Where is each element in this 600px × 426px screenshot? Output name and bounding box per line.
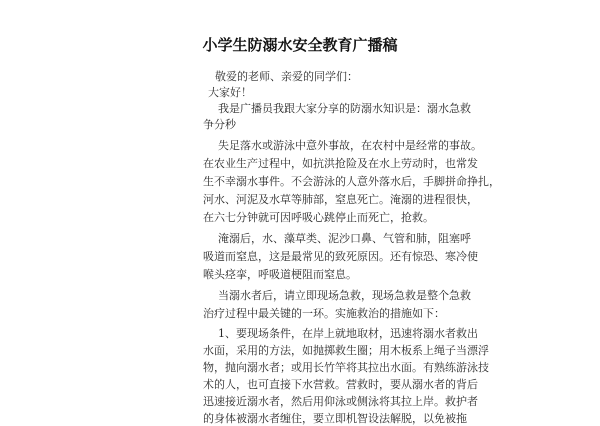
paragraph-line: 1、要现场条件，在岸上就地取材，迅速将溺水者救出 — [218, 327, 478, 340]
paragraph-line: 河水、河泥及水草等肺部，窒息死亡。淹溺的进程很快， — [203, 193, 478, 206]
paragraph-line: 迅速接近溺水者，然后用仰泳或侧泳将其拉上岸。救护者 — [203, 395, 478, 408]
salutation-line: 敬爱的老师、亲爱的同学们： — [215, 70, 358, 83]
paragraph-line: 我是广播员我跟大家分享的防溺水知识是：溺水急救 — [218, 102, 471, 115]
greeting-line: 大家好！ — [208, 86, 252, 99]
paragraph-line: 治疗过程中最关键的一环。实施救治的措施如下： — [203, 307, 445, 320]
paragraph-line: 淹溺后，水、藻草类、泥沙口鼻、气管和肺，阻塞呼 — [218, 232, 471, 245]
paragraph-line: 生不幸溺水事件。不会游泳的人意外落水后，手脚拼命挣扎， — [203, 175, 500, 188]
paragraph-line: 的身体被溺水者缠住，要立即机智设法解脱，以免被拖 — [203, 412, 467, 425]
paragraph-line: 失足落水或游泳中意外事故，在农村中是经常的事故。 — [218, 139, 482, 152]
paragraph-line: 在六七分钟就可因呼吸心跳停止而死亡，抢救。 — [203, 211, 434, 224]
page-title: 小学生防溺水安全教育广播稿 — [202, 36, 398, 54]
paragraph-line: 争分秒 — [203, 118, 236, 131]
paragraph-line: 喉头痉挛，呼吸道梗阻而窒息。 — [203, 268, 357, 281]
paragraph-line: 在农业生产过程中，如抗洪抢险及在水上劳动时，也常发 — [203, 157, 478, 170]
paragraph-line: 当溺水者后，请立即现场急救，现场急救是整个急救 — [218, 289, 471, 302]
paragraph-line: 水面，采用的方法，如抛掷救生圈；用木板系上绳子当漂浮 — [203, 344, 489, 357]
paragraph-line: 吸道而窒息，这是最常见的致死原因。还有惊恐、寒冷使 — [203, 250, 478, 263]
paragraph-line: 术的人，也可直接下水营救。营救时，要从溺水者的背后 — [203, 378, 478, 391]
paragraph-line: 物，抛向溺水者；或用长竹竿将其拉出水面。有熟练游泳技 — [203, 361, 489, 374]
